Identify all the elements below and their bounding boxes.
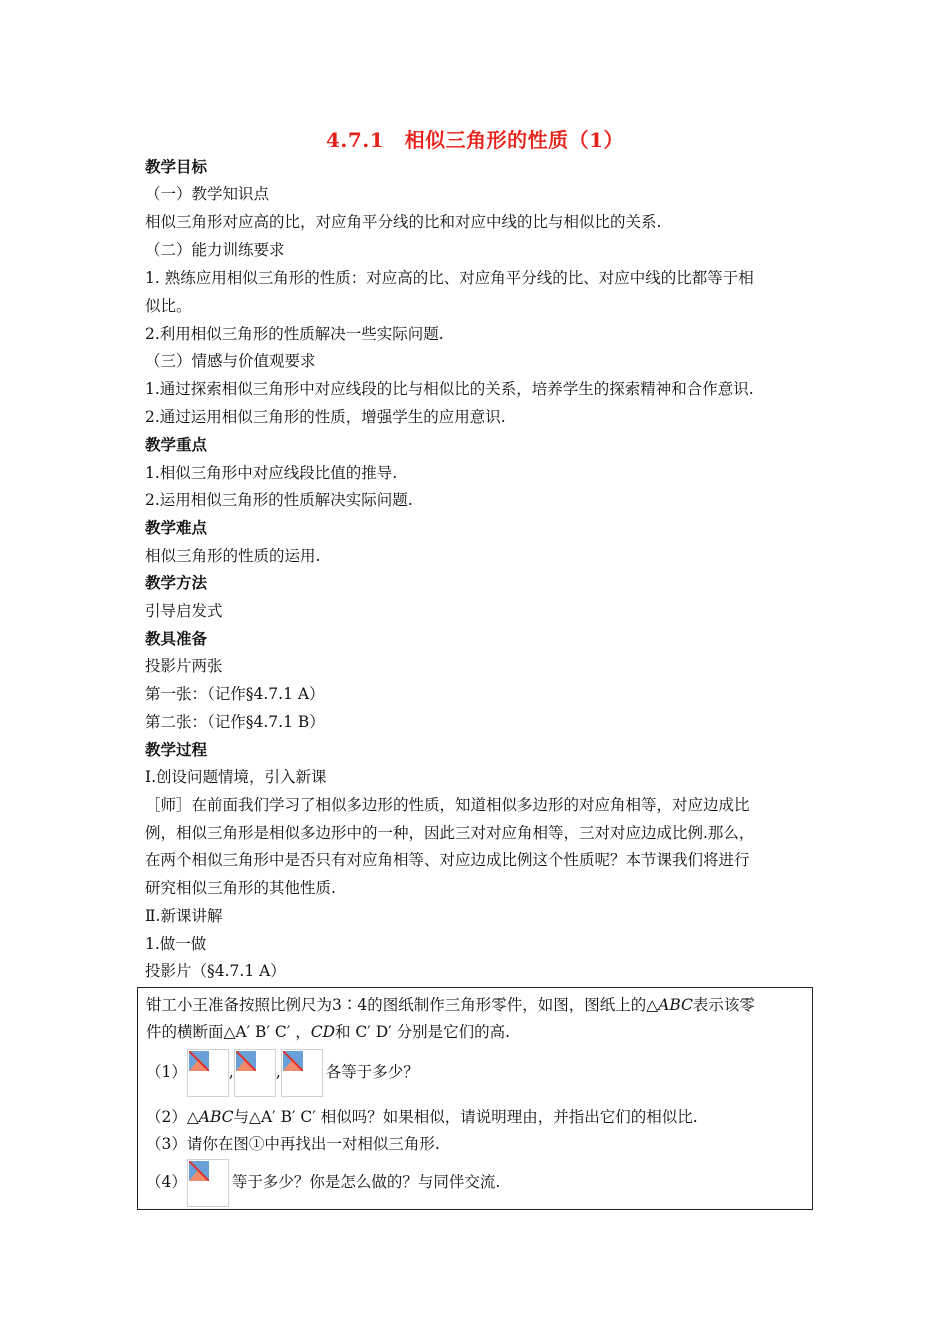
goal2-item2: 2.利用相似三角形的性质解决一些实际问题. xyxy=(145,325,444,343)
question-4-text: 等于多少？你是怎么做的？与同伴交流. xyxy=(231,1173,501,1191)
goal1-heading: （一）教学知识点 xyxy=(145,185,270,203)
triangle-abc-label: ABC xyxy=(658,996,693,1014)
difficulty-heading: 教学难点 xyxy=(145,519,208,537)
process-step1: Ⅰ.创设问题情境，引入新课 xyxy=(145,768,327,786)
page-title: 4.7.1 相似三角形的性质（1） xyxy=(325,128,625,152)
question-1 xyxy=(146,1048,419,1097)
do-it-heading: 1.做一做 xyxy=(145,935,207,953)
method-text: 引导启发式 xyxy=(145,602,223,620)
question-2-tail: 与△A′ B′ C′ 相似吗？如果相似，请说明理由，并指出它们的相似比. xyxy=(233,1108,698,1126)
slide-box xyxy=(137,987,813,1210)
image-placeholder-icon xyxy=(187,1049,229,1097)
goal2-item1-line1: 1. 熟练应用相似三角形的性质：对应高的比、对应角平分线的比、对应中线的比都等于相 xyxy=(145,269,754,287)
question-1-separator: , xyxy=(228,1063,234,1081)
question-4 xyxy=(146,1158,500,1207)
goal1-text: 相似三角形对应高的比，对应角平分线的比和对应中线的比与相似比的关系. xyxy=(145,213,662,231)
process-paragraph-line3: 在两个相似三角形中是否只有对应角相等、对应边成比例这个性质呢？本节课我们将进行 xyxy=(145,851,750,869)
goal2-item1-line2: 似比。 xyxy=(145,297,192,315)
triangle-abc-label: ABC xyxy=(198,1108,234,1126)
goal2-heading: （二）能力训练要求 xyxy=(145,241,285,259)
question-1-separator: , xyxy=(275,1063,281,1081)
process-paragraph-line1: ［师］在前面我们学习了相似多边形的性质，知道相似多边形的对应角相等，对应边成比 xyxy=(145,796,750,814)
key-item1: 1.相似三角形中对应线段比值的推导. xyxy=(145,464,398,482)
tools-heading: 教具准备 xyxy=(145,630,208,648)
goal3-item1: 1.通过探索相似三角形中对应线段的比与相似比的关系，培养学生的探索精神和合作意识. xyxy=(145,380,754,398)
method-heading: 教学方法 xyxy=(145,574,208,592)
box-line2-tail: 和 C′ D′ 分别是它们的高. xyxy=(335,1023,511,1041)
question-3: （3）请你在图①中再找出一对相似三角形. xyxy=(146,1135,440,1153)
tools-item1: 第一张：（记作§4.7.1 A） xyxy=(145,685,325,703)
question-2-text: （2）△ xyxy=(146,1108,199,1126)
question-2 xyxy=(146,1107,698,1127)
box-line1-text: 钳工小王准备按照比例尺为3∶4的图纸制作三角形零件，如图，图纸上的△ xyxy=(146,996,659,1014)
process-paragraph-line2: 例，相似三角形是相似多边形中的一种，因此三对对应角相等，三对对应边成比例.那么， xyxy=(145,824,755,842)
image-placeholder-icon xyxy=(281,1049,323,1097)
box-line1-tail: 表示该零 xyxy=(692,996,755,1014)
goal3-item2: 2.通过运用相似三角形的性质，增强学生的应用意识. xyxy=(145,408,506,426)
image-placeholder-icon xyxy=(234,1049,276,1097)
goals-heading: 教学目标 xyxy=(145,158,208,176)
tools-item2: 第二张：（记作§4.7.1 B） xyxy=(145,713,325,731)
process-heading: 教学过程 xyxy=(145,741,208,759)
difficulty-text: 相似三角形的性质的运用. xyxy=(145,547,321,565)
goal3-heading: （三）情感与价值观要求 xyxy=(145,352,316,370)
image-placeholder-icon xyxy=(187,1159,229,1207)
question-4-number: （4） xyxy=(146,1173,187,1191)
question-1-number: （1） xyxy=(146,1063,187,1081)
tools-text: 投影片两张 xyxy=(145,657,223,675)
process-paragraph-line4: 研究相似三角形的其他性质. xyxy=(145,879,336,897)
key-heading: 教学重点 xyxy=(145,436,208,454)
slide-reference: 投影片（§4.7.1 A） xyxy=(145,962,286,980)
process-step2: Ⅱ.新课讲解 xyxy=(145,907,223,925)
box-line2-text: 件的横断面△A′ B′ C′ ， xyxy=(146,1023,311,1041)
box-line1 xyxy=(146,995,755,1015)
key-item2: 2.运用相似三角形的性质解决实际问题. xyxy=(145,491,413,509)
question-1-text: 各等于多少？ xyxy=(325,1063,419,1081)
cd-label: CD xyxy=(310,1023,335,1041)
box-line2 xyxy=(146,1022,510,1042)
